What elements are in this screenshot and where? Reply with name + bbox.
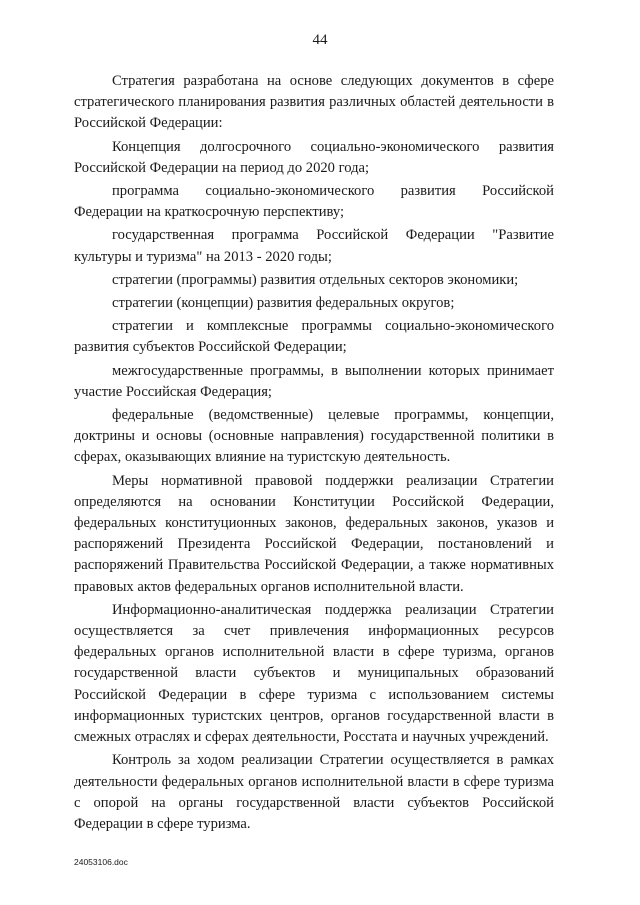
paragraph-12: Контроль за ходом реализации Стратегии осуществляется в рамках деятельности федеральных органов исполнительной власти в сфере туризма с опорой на органы государственной власти субъектов Российской Федерации в сфере туризма. xyxy=(74,752,554,832)
footer-document-code: 24053106.doc xyxy=(74,857,128,867)
paragraph-11: Информационно-аналитическая поддержка реализации Стратегии осуществляется за счет привлечения информационных ресурсов федеральных органов исполнительной власти в сфере туризма, органов государственной власти субъектов и муниципальных образований Российской Федерации в сфере туризма с использованием системы информационных туристских центров, органов государственной власти в смежных отраслях и сферах деятельности, Росстата и научных учреждений. xyxy=(74,601,554,746)
paragraph-8: межгосударственные программы, в выполнении которых принимает участие Российская Федерация; xyxy=(74,362,554,400)
paragraph-10: Меры нормативной правовой поддержки реализации Стратегии определяются на основании Конституции Российской Федерации, федеральных конституционных законов, федеральных законов, указов и распоряжений Президента Российской Федерации, постановлений и распоряжений Правительства Российской Федерации, а также нормативных правовых актов федеральных органов исполнительной власти. xyxy=(74,472,554,595)
paragraph-9: федеральные (ведомственные) целевые программы, концепции, доктрины и основы (основные направления) государственной политики в сферах, оказывающих влияние на туристскую деятельность. xyxy=(74,407,554,466)
paragraph-7: стратегии и комплексные программы социально-экономического развития субъектов Российской Федерации; xyxy=(74,318,554,356)
paragraph-2: Концепция долгосрочного социально-экономического развития Российской Федерации на период до 2020 года; xyxy=(74,138,554,176)
paragraph-6: стратегии (концепции) развития федеральных округов; xyxy=(112,295,455,312)
paragraph-5: стратегии (программы) развития отдельных секторов экономики; xyxy=(112,271,519,288)
paragraph-3: программа социально-экономического развития Российской Федерации на краткосрочную перспективу; xyxy=(74,183,554,221)
page-number: 44 xyxy=(312,32,328,48)
paragraph-1: Стратегия разработана на основе следующих документов в сфере стратегического планирования развития различных областей деятельности в Российской Федерации: xyxy=(74,73,554,132)
paragraph-4: государственная программа Российской Федерации "Развитие культуры и туризма" на 2013 - 2020 годы; xyxy=(74,227,554,265)
document-body xyxy=(74,71,554,837)
